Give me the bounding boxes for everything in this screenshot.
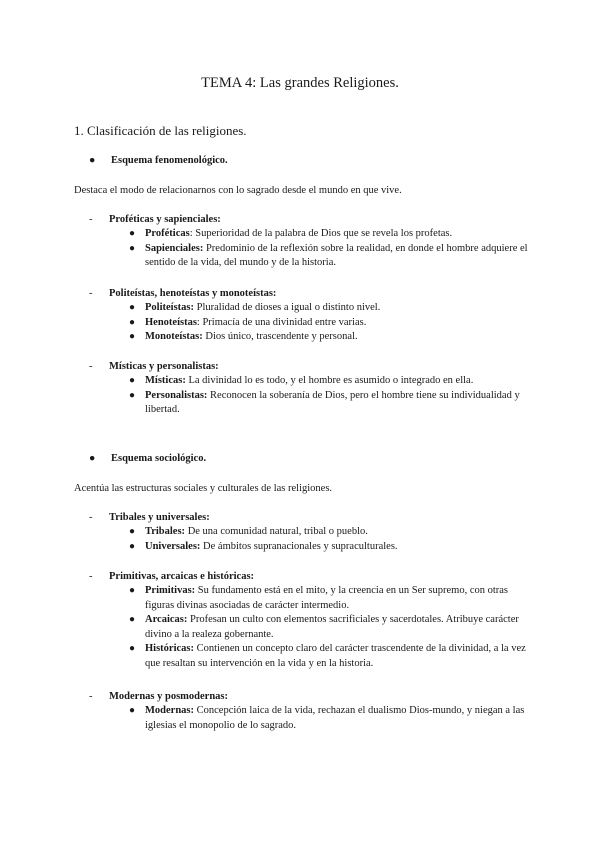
bullet-icon: ● <box>129 389 136 401</box>
bullet-icon: ● <box>129 242 136 254</box>
classification-group <box>89 690 533 733</box>
bullet-icon: ● <box>129 643 136 655</box>
list-item: ● Tribales: De una comunidad natural, tribal o pueblo. <box>93 525 533 540</box>
classification-group <box>89 287 533 345</box>
dash-icon: - <box>89 288 93 299</box>
list-item: ● Primitivas: Su fundamento está en el mito, y la creencia en un Ser supremo, con otras figuras divinas asociadas de carácter intermedio. <box>129 585 509 611</box>
list-item: ● Modernas: Concepción laica de la vida, rechazan el dualismo Dios-mundo, y niegan a las iglesias el monopolio de lo sagrado. <box>129 705 525 731</box>
dash-icon: - <box>89 214 93 225</box>
bullet-icon: ● <box>129 540 136 552</box>
bullet-icon: ● <box>129 302 136 313</box>
bullet-icon: ● <box>129 585 136 596</box>
list-item: ● Místicas: La divinidad lo es todo, y el hombre es asumido o integrado en ella. <box>93 374 533 389</box>
classification-group <box>89 360 533 418</box>
bullet-icon: ● <box>129 331 136 343</box>
dash-icon: - <box>89 512 93 523</box>
dash-icon: - <box>89 691 93 702</box>
group-title: - Tribales y universales: <box>89 512 210 523</box>
dash-icon: - <box>89 571 93 582</box>
dash-icon: - <box>89 361 93 372</box>
bullet-icon: ● <box>89 155 96 166</box>
group-title: - Modernas y posmodernas: <box>89 691 229 702</box>
group-title: - Místicas y personalistas: <box>89 361 219 372</box>
list-item: ● Personalistas: Reconocen la soberanía de Dios, pero el hombre tiene su individualidad y libertad. <box>129 389 520 416</box>
list-item: ● Universales: De ámbitos supranacionales y supraculturales. <box>93 540 533 555</box>
scheme-intro: Acentúa las estructuras sociales y culturales de las religiones. <box>74 483 333 494</box>
list-item: ● Politeístas: Pluralidad de dioses a igual o distinto nivel. <box>93 301 533 316</box>
bullet-icon: ● <box>89 453 96 464</box>
section-heading: 1. Clasificación de las religiones. <box>74 123 247 138</box>
bullet-icon: ● <box>129 526 136 537</box>
list-item: ● Henoteístas: Primacía de una divinidad entre varias. <box>93 316 533 331</box>
list-item: ● Monoteístas: Dios único, trascendente y personal. <box>93 330 533 345</box>
classification-group <box>89 511 533 554</box>
list-item: ● Arcaicas: Profesan un culto con elementos sacrificiales y sacerdotales. Atribuye carácter divino a la realeza gobernante. <box>129 614 519 640</box>
list-item: ● Históricas: Contienen un concepto claro del carácter trascendente de la divinidad, a la vez que resaltan su intervención en la vida y en la historia. <box>129 643 526 669</box>
group-title: - Primitivas, arcaicas e históricas: <box>89 571 255 582</box>
bullet-icon: ● <box>129 316 136 328</box>
bullet-icon: ● <box>129 705 136 716</box>
document-page: TEMA 4: Las grandes Religiones. 1. Clasificación de las religiones. ● Esquema fenomenológico. Destaca el modo de relacionarnos con lo sagrado desde el mundo en que vive. - Proféticas y sapienciales: ● Proféticas: Superioridad de la palabra de Dios que se revela los profetas. ● Sapienciales: Predominio de la reflexión sobre la realidad, en donde el hombre adquiere el sentido de la vida, del mundo y de la historia. - Politeístas, henoteístas y monoteístas: ● Politeístas: Pluralidad de dioses a igual o distinto nivel. ● Henoteístas: Primacía de una divinidad entre varias. ● Monoteístas: Dios único, trascendente y personal. - Místicas y personalistas: ● Místicas: La divinidad lo es todo, y el hombre es asumido o integrado en ella. ● Personalistas: Reconocen la soberanía de Dios, pero el hombre tiene su individualidad y libertad. ● Esquema sociológico. Acentúa las estructuras sociales y culturales de las religiones. - Tribales y universales: ● Tribales: De una comunidad natural, tribal o pueblo. ● Universales: De ámbitos supranacionales y supraculturales. - Primitivas, arcaicas e históricas: ● Primitivas: Su fundamento está en el mito, y la creencia en un Ser supremo, con otras figuras divinas asociadas de carácter intermedio. ● Arcaicas: Profesan un culto con elementos sacrificiales y sacerdotales. Atribuye carácter divino a la realeza gobernante. ● Históricas: Contienen un concepto claro del carácter trascendente de la divinidad, a la vez que resaltan su intervención en la vida y en la historia. - Modernas y posmodernas: ● Modernas: Concepción laica de la vida, rechazan el dualismo Dios-mundo, y niegan a las iglesias el monopolio de lo sagrado. <box>0 0 600 848</box>
list-item: ● Proféticas: Superioridad de la palabra de Dios que se revela los profetas. <box>93 227 533 242</box>
scheme-intro: Destaca el modo de relacionarnos con lo sagrado desde el mundo en que vive. <box>74 185 402 196</box>
bullet-icon: ● <box>129 375 136 386</box>
classification-group <box>89 213 533 271</box>
document-title: TEMA 4: Las grandes Religiones. <box>201 75 399 91</box>
classification-group <box>89 570 533 672</box>
group-title: - Proféticas y sapienciales: <box>89 214 221 225</box>
list-item: ● Sapienciales: Predominio de la reflexión sobre la realidad, en donde el hombre adquiere el sentido de la vida, del mundo y de la historia. <box>129 242 528 269</box>
group-title: - Politeístas, henoteístas y monoteístas: <box>89 288 277 299</box>
bullet-icon: ● <box>129 228 136 239</box>
bullet-icon: ● <box>129 614 136 626</box>
